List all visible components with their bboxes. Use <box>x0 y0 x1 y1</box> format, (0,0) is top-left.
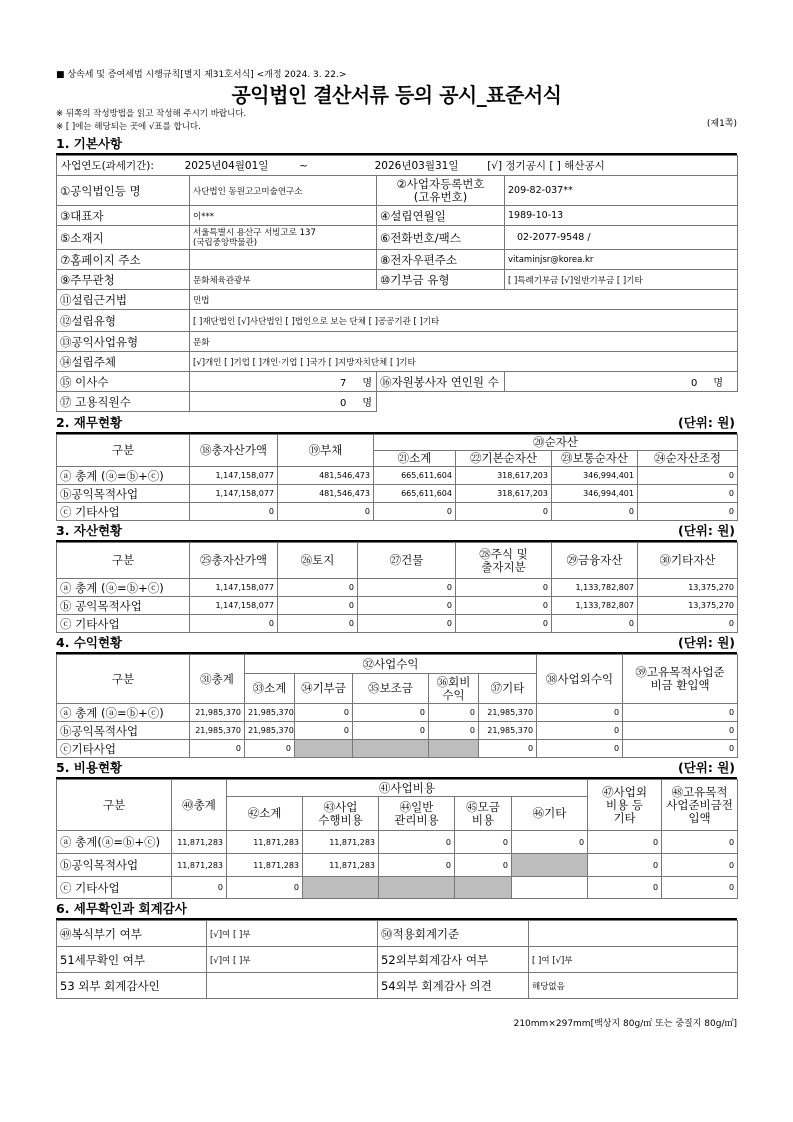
table-row: ⓒ 기타사업 0 0 0 0 0 0 <box>57 503 738 521</box>
assets-h-land: ㉖토지 <box>278 543 358 579</box>
email-label: ⑧전자우편주소 <box>377 250 505 270</box>
table-row: ⓑ 공익목적사업 1,147,158,077 0 0 0 1,133,782,807 13,375,270 <box>57 597 738 615</box>
revenue-unit: (단위: 원) <box>677 635 735 650</box>
volunteers-label: ⑯자원봉사자 연인원 수 <box>377 372 505 392</box>
period-end: 2026년03월31일 <box>374 160 459 172</box>
table-row: ⓐ 총계(ⓐ=ⓑ+ⓒ) 11,871,283 11,871,283 11,871,283 0 0 0 0 0 <box>57 831 738 854</box>
name-label: ①공익법인등 명 <box>57 176 190 206</box>
table-row: ⓐ 총계 (ⓐ=ⓑ+ⓒ) 1,147,158,077 0 0 0 1,133,782,807 13,375,270 <box>57 579 738 597</box>
homepage-value[interactable] <box>190 250 377 270</box>
directors-label: ⑮ 이사수 <box>57 372 190 392</box>
tel-label: ⑥전화번호/팩스 <box>377 226 505 250</box>
table-row: ⓒ 기타사업 0 0 0 0 <box>57 877 738 899</box>
rep-value[interactable]: 이*** <box>190 206 377 226</box>
finance-h-liabilities: ⑲부채 <box>278 435 374 467</box>
finance-h-normal: ㉓보통순자산 <box>552 451 638 467</box>
auditor-value[interactable] <box>207 973 378 999</box>
revenue-table <box>56 654 738 758</box>
finance-h-total-assets: ⑱총자산가액 <box>190 435 278 467</box>
accounting-standard-label: ㊿적용회계기준 <box>378 921 529 947</box>
expense-h-nonbiz: ㊼사업외 비용 등 기타 <box>588 780 662 831</box>
legal-basis: ■ 상속세 및 증여세법 시행규칙[별지 제31호서식] <개정 2024. 3. 22.> <box>56 70 347 80</box>
table-row: ⓒ기타사업 0 0 0 0 0 <box>57 740 738 758</box>
donation-type-checkbox[interactable]: [ ]특례기부금 [√]일반기부금 [ ]기타 <box>505 270 738 290</box>
name-value[interactable]: 사단법인 동원고고미술연구소 <box>190 176 377 206</box>
ministry-value[interactable]: 문화체육관광부 <box>190 270 377 290</box>
finance-h-subtotal: ㉑소계 <box>374 451 456 467</box>
expense-h-other: ㊻기타 <box>512 797 588 831</box>
assets-h-financial: ㉙금융자산 <box>552 543 638 579</box>
tel-value[interactable]: 02-2077-9548 / <box>505 226 738 250</box>
law-label: ⑪설립근거법 <box>57 290 190 310</box>
revenue-h-fee: ㊱회비 수익 <box>429 674 479 704</box>
revenue-h-cat: 구분 <box>57 655 190 704</box>
assets-h-other: ㉚기타자산 <box>638 543 738 579</box>
expense-h-exec: ㊸사업 수행비용 <box>303 797 379 831</box>
estab-type-checkbox[interactable]: [ ]재단법인 [√]사단법인 [ ]법인으로 보는 단체 [ ]공공기관 [ ]기타 <box>190 310 738 332</box>
external-audit-checkbox[interactable]: [ ]여 [√]부 <box>529 947 738 973</box>
revenue-h-other: ㊲기타 <box>479 674 537 704</box>
section-finance-heading: 2. 재무현황 (단위: 원) <box>56 413 737 434</box>
table-row: ⓑ공익목적사업 1,147,158,077 481,546,473 665,611,604 318,617,203 346,994,401 0 <box>57 485 738 503</box>
basic-info-table <box>56 155 738 412</box>
audit-table <box>56 920 738 999</box>
section-revenue-heading: 4. 수익현황 (단위: 원) <box>56 633 737 654</box>
employees-value[interactable]: 0 명 <box>190 392 377 412</box>
expense-h-admin: ㊹일반 관리비용 <box>379 797 455 831</box>
est-value[interactable]: 1989-10-13 <box>505 206 738 226</box>
assets-h-stock: ㉘주식 및 출자지분 <box>456 543 552 579</box>
revenue-h-donation: ㉞기부금 <box>295 674 353 704</box>
email-value[interactable]: vitaminjsr@korea.kr <box>505 250 738 270</box>
paper-spec-footer: 210mm×297mm[백상지 80g/㎡ 또는 중질지 80g/㎡] <box>513 1019 737 1029</box>
assets-table <box>56 542 738 633</box>
revenue-h-subsidy: ㉟보조금 <box>353 674 429 704</box>
expense-h-subtotal: ㊷소계 <box>227 797 303 831</box>
revenue-h-biz: ㉜사업수익 <box>245 655 537 674</box>
expense-h-total: ㊵총계 <box>172 780 227 831</box>
page-number: (제1쪽) <box>706 119 737 129</box>
biz-type-value[interactable]: 문화 <box>190 332 738 352</box>
expense-table <box>56 779 738 899</box>
biz-type-label: ⑬공익사업유형 <box>57 332 190 352</box>
ministry-label: ⑨주무관청 <box>57 270 190 290</box>
finance-table <box>56 434 738 521</box>
section-basic-heading: 1. 기본사항 <box>56 134 737 155</box>
section-expense-heading: 5. 비용현황 (단위: 원) <box>56 758 737 779</box>
founder-label: ⑭설립주체 <box>57 352 190 372</box>
audit-opinion-value[interactable]: 해당없음 <box>529 973 738 999</box>
period-row <box>57 156 738 176</box>
revenue-h-subtotal: ㉝소계 <box>245 674 295 704</box>
disclosure-form <box>56 68 737 1029</box>
table-row: ⓐ 총계 (ⓐ=ⓑ+ⓒ) 21,985,370 21,985,370 0 0 0 21,985,370 0 0 <box>57 704 738 722</box>
expense-h-biz: ㊶사업비용 <box>227 780 588 797</box>
section-audit-heading: 6. 세무확인과 회계감사 <box>56 899 737 920</box>
assets-h-building: ㉗건물 <box>358 543 456 579</box>
auditor-label: 53 외부 회계감사인 <box>57 973 207 999</box>
form-title: 공익법인 결산서류 등의 공시_표준서식 <box>231 83 562 107</box>
law-value[interactable]: 민법 <box>190 290 738 310</box>
table-row: ⓐ 총계 (ⓐ=ⓑ+ⓒ) 1,147,158,077 481,546,473 665,611,604 318,617,203 346,994,401 0 <box>57 467 738 485</box>
expense-unit: (단위: 원) <box>677 760 735 775</box>
table-row: ⓑ공익목적사업 21,985,370 21,985,370 0 0 0 21,985,370 0 0 <box>57 722 738 740</box>
expense-h-reserve: ㊽고유목적 사업준비금전 입액 <box>662 780 738 831</box>
revenue-h-reserve: ㊴고유목적사업준 비금 환입액 <box>623 655 738 704</box>
homepage-label: ⑦홈페이지 주소 <box>57 250 190 270</box>
bookkeeping-checkbox[interactable]: [√]여 [ ]부 <box>207 921 378 947</box>
est-label: ④설립연월일 <box>377 206 505 226</box>
volunteers-value[interactable]: 0 명 <box>505 372 738 392</box>
disclosure-type-checkbox[interactable]: [√] 정기공시 [ ] 해산공시 <box>487 160 605 172</box>
estab-type-label: ⑫설립유형 <box>57 310 190 332</box>
expense-h-fund: ㊺모금 비용 <box>455 797 512 831</box>
finance-h-adjust: ㉔순자산조정 <box>638 451 738 467</box>
period-label: 사업연도(과세기간): <box>61 160 154 172</box>
expense-h-cat: 구분 <box>57 780 172 831</box>
addr-value[interactable]: 서울특별시 용산구 서빙고로 137 (국립중앙박물관) <box>190 226 377 250</box>
bookkeeping-label: ㊾복식부기 여부 <box>57 921 207 947</box>
tax-check-checkbox[interactable]: [√]여 [ ]부 <box>207 947 378 973</box>
period-start: 2025년04월01일 <box>184 160 269 172</box>
external-audit-label: 52외부회계감사 여부 <box>378 947 529 973</box>
finance-unit: (단위: 원) <box>677 415 735 430</box>
tax-check-label: 51세무확인 여부 <box>57 947 207 973</box>
employees-label: ⑰ 고용직원수 <box>57 392 190 412</box>
addr-label: ⑤소재지 <box>57 226 190 250</box>
section-assets-heading: 3. 자산현황 (단위: 원) <box>56 521 737 542</box>
instruction-note-1: ※ 뒤쪽의 작성방법을 읽고 작성해 주시기 바랍니다. <box>56 109 247 119</box>
directors-value[interactable]: 7 명 <box>190 372 377 392</box>
table-row: ⓑ공익목적사업 11,871,283 11,871,283 11,871,283 0 0 0 0 <box>57 854 738 877</box>
table-row: ⓒ 기타사업 0 0 0 0 0 0 <box>57 615 738 633</box>
assets-unit: (단위: 원) <box>677 523 735 538</box>
bizno-value[interactable]: 209-82-037** <box>505 176 738 206</box>
audit-opinion-label: 54외부 회계감사 의견 <box>378 973 529 999</box>
assets-h-cat: 구분 <box>57 543 190 579</box>
accounting-standard-value[interactable] <box>529 921 738 947</box>
instruction-note-2: ※ [ ]에는 해당되는 곳에 √표를 합니다. (제1쪽) <box>56 119 737 132</box>
bizno-label: ②사업자등록번호 (고유번호) <box>377 176 505 206</box>
revenue-h-total: ㉛총계 <box>190 655 245 704</box>
founder-checkbox[interactable]: [√]개인 [ ]기업 [ ]개인·기업 [ ]국가 [ ]지방자치단체 [ ]기타 <box>190 352 738 372</box>
finance-h-basic: ㉒기본순자산 <box>456 451 552 467</box>
period-separator: ~ <box>299 160 308 172</box>
finance-h-net-assets: ⑳순자산 <box>374 435 738 451</box>
donation-type-label: ⑩기부금 유형 <box>377 270 505 290</box>
rep-label: ③대표자 <box>57 206 190 226</box>
assets-h-total: ㉕총자산가액 <box>190 543 278 579</box>
finance-h-cat: 구분 <box>57 435 190 467</box>
revenue-h-nonbiz: ㊳사업외수익 <box>537 655 623 704</box>
